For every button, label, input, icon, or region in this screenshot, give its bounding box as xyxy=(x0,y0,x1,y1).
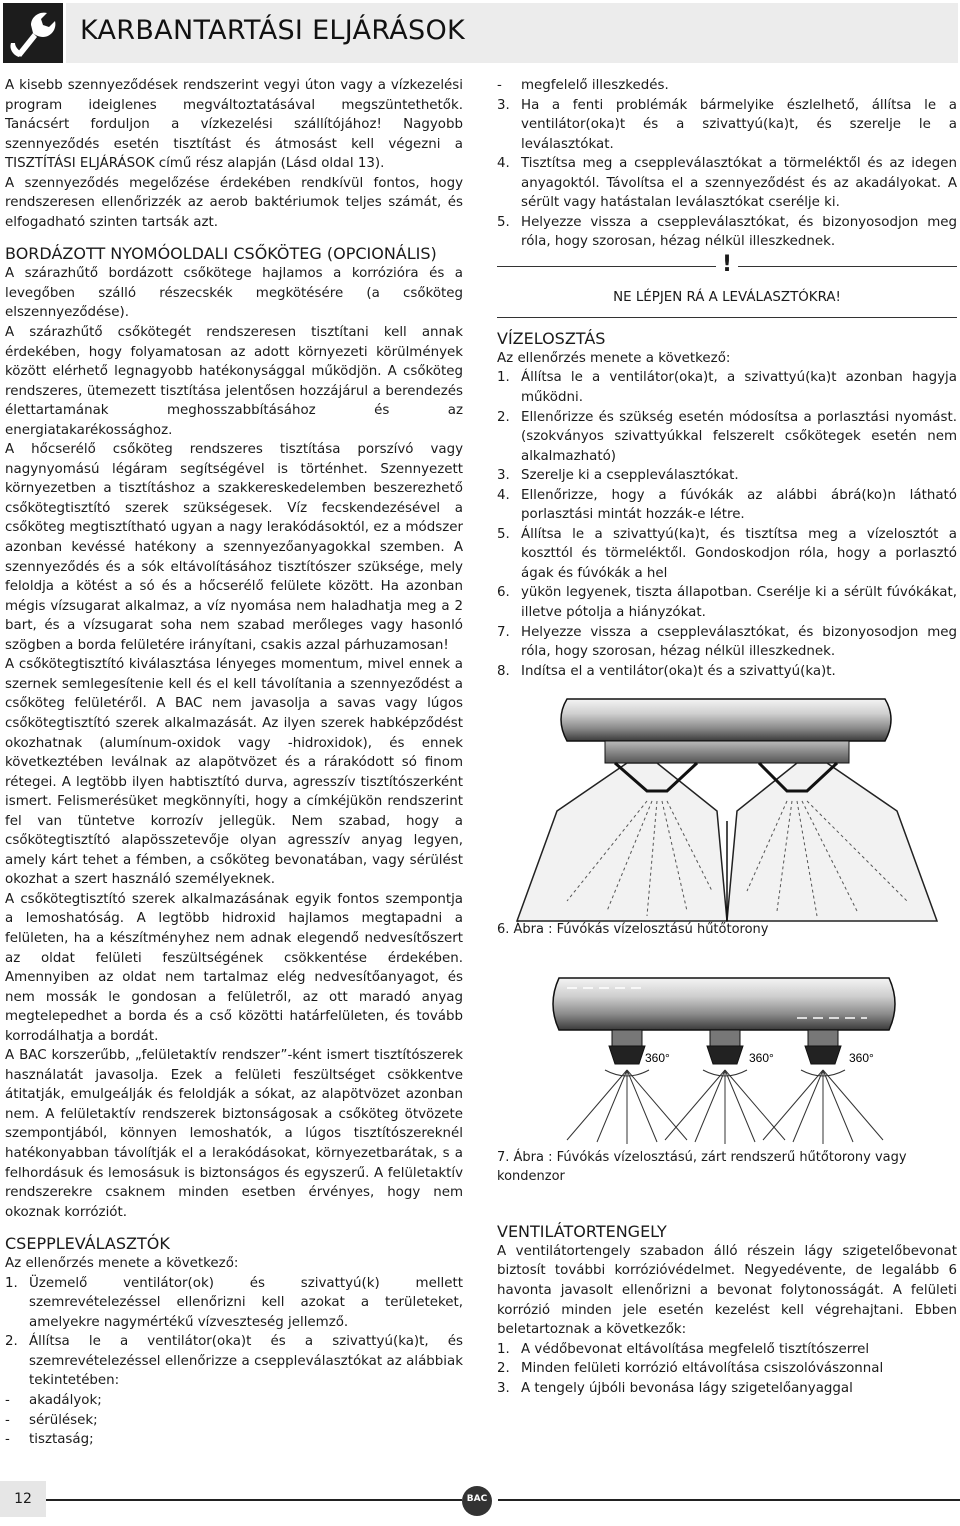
list-item: 3. Ha a fenti problémák bármelyike észlelhető, állítsa le a ventilátor(oka)t és a szivattyú(ka)t, és szerelje le a leválasztókat. xyxy=(497,97,957,152)
paragraph: A csőkötegtisztító kiválasztása lényeges momentum, mivel ennek a szernek semlegesítenie kell és el kell távolítania a szennyeződést a csőköteg felületéről. A BAC nem javasolja a savas vagy lúgos csőkötegtisztító szerek alkalmazását. Az ilyen szerek habképződést okozhatnak (alumínum-oxidok vagy -hidroxidok), és ennek következtében leválnak az alapötvözet és a rárakódott só finom rétegei. A legtöbb ilyen habtisztító durva, agresszív tisztítószerként ismert. Felismerésüket megkönnyíti, hogy a címkéjükön rendszerint fel van tüntetve korrozív jellegük. Nem szabad, hogy a csőkötegtisztító alapösszetevője olyan agresszív anyag legyen, amely kárt tehet a fémben, a csőköteg bevonatában, vagy sérülést okozhat a szert használó személyeknek. xyxy=(5,657,463,888)
list-item: 1. A védőbevonat eltávolítása megfelelő tisztítószerrel xyxy=(497,1341,870,1357)
list-intro: Az ellenőrzés menete a következő: xyxy=(5,1256,239,1272)
paragraph: A BAC korszerűbb, „felületaktív rendszer”-ként ismert tisztítószerek használatát javasolja. Ezek a felületi feszültséget csökkentve átitatják, emulgeálják és feloldják a sókat, az alapötvözet azonban nem. A felületaktív rendszerek biztonságosak a csőköteg ötvözete szempontjából, könnyen lemoshatók, a lúgos tisztítószereknél hatékonyabban távolítják el a lerakódásokat, környezetbarátak, s a felhordásuk és lemosásuk is biztonságos és egyszerű. A felületaktív rendszerekre csaknem minden esetben érvényes, hogy nem okoznak korróziót. xyxy=(5,1048,463,1220)
paragraph: A szennyeződés megelőzése érdekében rendkívül fontos, hogy rendszeresen ellenőrizzék az aerob baktériumok teljes számát, és elfogadható szinten tartsák azt. xyxy=(5,175,463,230)
list-intro: Az ellenőrzés menete a következő: xyxy=(497,350,731,366)
section-heading-fan-shaft: VENTILÁTORTENGELY xyxy=(497,1221,667,1241)
left-column xyxy=(5,76,463,1450)
paragraph: A csőkötegtisztító szerek alkalmazásának egyik fontos szempontja a lemoshatóság. A legtöbb hidroxid hajlamos megtapadni a felületen, ha a készítményhez nem adnak elegendő nedvesítőszert az oldat felületi feszültségének csökkentése érdekében. Amennyiben az oldat nem tartalmaz elég nedvesítőanyagot, és nem mossák le gondosan a felületről, az ott maradó anyag megtelepedhet a borda és a cső közötti határfelületen, és tovább korrodálhatja a bordát. xyxy=(5,891,463,1044)
paragraph: A kisebb szennyeződések rendszerint vegyi úton vagy a vízkezelési program ideiglenes megváltoztatásával megszüntethetők. Tanácsért forduljon a vízkezelési szállítójához! Nagyobb szennyeződés esetén tisztítást és átmosást kell végezni a TISZTÍTÁSI ELJÁRÁSOK című rész alapján (Lásd oldal 13). xyxy=(5,78,463,172)
section-heading-eliminators: CSEPPLEVÁLASZTÓK xyxy=(5,1234,170,1254)
list-item: 1. Üzemelő ventilátor(ok) és szivattyú(k) mellett szemrevételezéssel ellenőrizni kell azokat a területeket, amelyekre nagymértékű vízveszteség jellemző. xyxy=(5,1275,463,1330)
list-item: 5. Helyezze vissza a cseppleválasztókat, és bizonyosodjon meg róla, hogy szorosan, hézag nélkül illeszkednek. xyxy=(497,214,957,250)
paragraph: A szárazhűtő bordázott csőkötege hajlamos a korrózióra és a levegőben szálló részecskék megkötésére (a csőköteg elszennyeződése). xyxy=(5,266,463,321)
page-title: KARBANTARTÁSI ELJÁRÁSOK xyxy=(80,15,466,46)
dash-list xyxy=(497,76,957,96)
numbered-list xyxy=(497,368,957,681)
list-item: 4. Ellenőrizze, hogy a fúvókák az alábbi ábrá(ko)n látható porlasztási mintát hozzák-e létre. xyxy=(497,487,957,523)
list-item: - akadályok; xyxy=(5,1393,102,1408)
angle-label: 360° xyxy=(849,1050,874,1065)
list-item: 4. Tisztítsa meg a cseppleválasztókat a törmeléktől és az idegen anyagoktól. Távolítsa el a szennyeződést és az akadályokat. A sérült vagy hatástalan leválasztókat cserélje ki. xyxy=(497,156,957,211)
angle-label: 360° xyxy=(749,1050,774,1065)
footer-divider xyxy=(498,1499,960,1501)
list-item: 5. Állítsa le a szivattyú(ka)t, és tisztítsa meg a vízelosztót a koszttól és törmeléktől. Gondoskodjon róla, hogy a porlasztó ágak és fúvókák a hel xyxy=(497,526,957,581)
list-item: 1. Állítsa le a ventilátor(oka)t, a szivattyú(ka)t azonban hagyja működni. xyxy=(497,370,957,406)
paragraph: A hőcserélő csőköteg rendszeres tisztítása porszívó vagy nagynyomású légáram segítségével is történhet. Szennyezett környezetben a tisztításhoz a szakkereskedelemben beszerezhető csőkötegtisztító szerek szükségesek. Víz fecskendezésével a csőköteg megtisztítható ugyan a nagy lerakódásoktól, ez a módszer azonban kevéssé hatékony a szennyezőanyagokkal szemben. A szennyeződés és a sók eltávolításához tisztítószer szüksége, mely feloldja a kötést a só és a hőcserélő felülete között. Ha azonban mégis vízsugarat alkalmaz, a víz nyomása nem haladhatja meg a 2 bart, és a vízsugarat soha nem szabad merőleges vagy hasonló szögben a borda felületére irányítani, csakis azzal párhuzamosan! xyxy=(5,442,463,653)
numbered-list xyxy=(497,96,957,252)
list-item: 3. A tengely újbóli bevonása lágy szigetelőanyaggal xyxy=(497,1380,853,1396)
list-item: - tisztaság; xyxy=(5,1432,94,1448)
paragraph: A szárazhűtő csőkötegét rendszeresen tisztítani kell annak érdekében, hogy folyamatosan az adott környezeti körülmények között elérhető legnagyobb hatékonysággal működjön. A csőköteg rendszeres, ütemezett tisztítása jelentősen hozzájárul a berendezés élettartamának meghosszabbításához és az energiatakarékossághoz. xyxy=(5,325,463,438)
list-item: 2. Minden felületi korrózió eltávolítása csiszolóvászonnal xyxy=(497,1361,884,1377)
numbered-list xyxy=(497,1340,957,1399)
dash-list xyxy=(5,1391,463,1450)
figure-6-caption: 6. Ábra : Fúvókás vízelosztású hűtőtorony xyxy=(497,922,769,938)
paragraph: A ventilátortengely szabadon álló részein lágy szigetelőbevonat biztosít további korrózióvédelmet. Negyedévente, de legalább 6 havonta javasolt ellenőrizni a bevonat folytonosságát. A felületi korrózió minden jele esetén kezelést kell végrehajtani. Ebben beletartoznak a következők: xyxy=(497,1243,957,1338)
section-heading-coil: BORDÁZOTT NYOMÓOLDALI CSŐKÖTEG (OPCIONÁLIS) xyxy=(5,244,437,264)
list-item: 2. Ellenőrizze és szükség esetén módosítsa a porlasztási nyomást. (szokványos szivattyúkkal felszerelt csőkötegek esetén nem alkalmazható) xyxy=(497,409,957,464)
list-item: - megfelelő illeszkedés. xyxy=(497,78,669,93)
figure-7-caption: 7. Ábra : Fúvókás vízelosztású, zárt rendszerű hűtőtorony vagy kondenzor xyxy=(497,1149,907,1185)
warning-box xyxy=(497,251,957,318)
figure-6-nozzle-spray-diagram xyxy=(497,691,957,926)
list-item: 6. yükön legyenek, tiszta állapotban. Cserélje ki a sérült fúvókákat, illetve pótolja a hiányzókat. xyxy=(497,585,957,621)
figure-7-closed-circuit-spray-diagram xyxy=(497,970,957,1150)
warning-text: NE LÉPJEN RÁ A LEVÁLASZTÓKRA! xyxy=(613,289,841,305)
page-number: 12 xyxy=(0,1481,46,1517)
angle-label: 360° xyxy=(645,1050,670,1065)
list-item: 3. Szerelje ki a cseppleválasztókat. xyxy=(497,468,739,484)
warning-exclamation-icon: ! xyxy=(497,253,957,277)
list-item: - sérülések; xyxy=(5,1412,98,1428)
bac-logo-text: BAC xyxy=(466,1494,488,1504)
section-heading-water-distribution: VÍZELOSZTÁS xyxy=(497,328,606,348)
list-item: 2. Állítsa le a ventilátor(oka)t és a szivattyú(ka)t, és szemrevételezéssel ellenőrizze a cseppleválasztókat az alábbiak tekintetében: xyxy=(5,1334,463,1389)
list-item: 8. Indítsa el a ventilátor(oka)t és a szivattyú(ka)t. xyxy=(497,663,836,679)
list-item: 7. Helyezze vissza a cseppleválasztókat, és bizonyosodjon meg róla, hogy szorosan, hézag nélkül illeszkednek. xyxy=(497,624,957,660)
numbered-list xyxy=(5,1274,463,1391)
wrench-hand-icon xyxy=(3,3,63,63)
header-logo-box xyxy=(3,3,63,63)
footer-divider xyxy=(46,1499,462,1501)
right-column xyxy=(497,76,957,1398)
